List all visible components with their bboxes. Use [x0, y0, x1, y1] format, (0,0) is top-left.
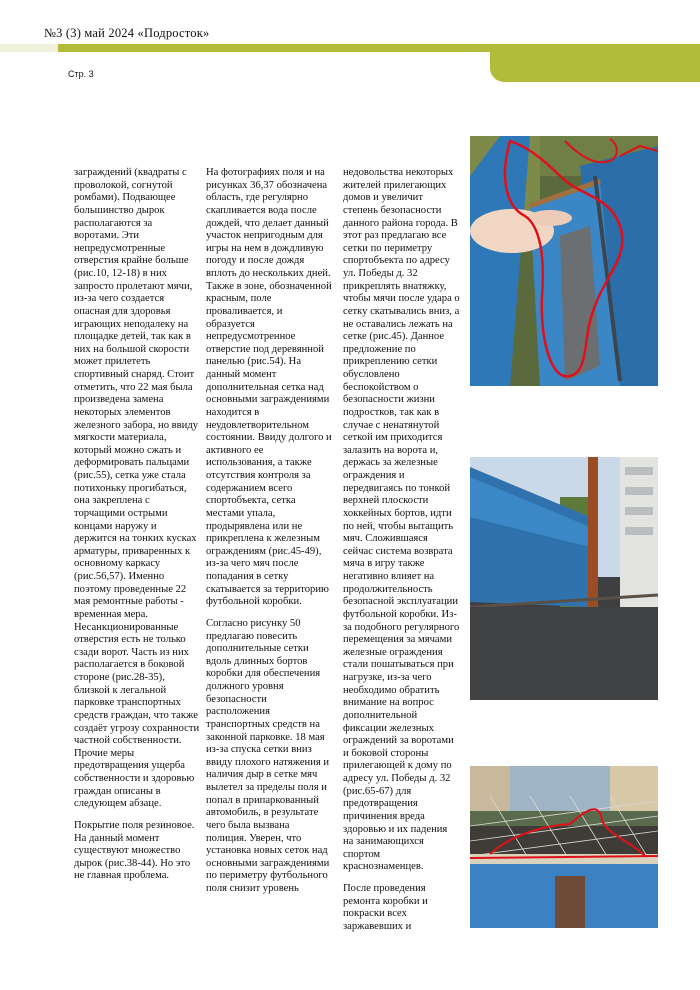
paragraph: Согласно рисунку 50 предлагаю повесить дополнительные сетки вдоль длинных бортов коробки для обеспечения должного уровня безопасности расположения транспортных средств на законной парковке. 18 мая из-за спуска сетки вниз ввиду плохого натяжения и наличия дыр в сетке мяч вылетел за пределы поля и попал в припаркованный автомобиль, в результате чего была вызвана полиция. Уверен, что установка новых сеток над основными заграждениями по периметру футбольного поля снизит уровень	[206, 617, 330, 894]
paragraph: На фотографиях поля и на рисунках 36,37 обозначена область, где регулярно скапливается вода после дождей, что делает данный участок непригодным для игры на нем в дождливую погоду и после дождя вплоть до нескольких дней. Также в зоне, обозначенной красным, поле проваливается, и образуется непредусмотренное отверстие под деревянной панелью (рис.54). На данный момент дополнительная сетка над основными заграждениями находится в неудовлетворительном состоянии. Ввиду долгого и активного ее использования, а также отсутствия контроля за содержанием всего спортобъекта, сетка местами упала, продырявлена или не прикреплена к железным ограждениям (рис.45-49), из-за чего мяч после попадания в сетку скатывается за территорию футбольной коробки.	[206, 167, 332, 608]
paragraph: После проведения ремонта коробки и покраски всех заржавевших и	[343, 883, 428, 932]
photo-bent-fence-net	[470, 136, 658, 386]
photo-icon	[470, 457, 658, 700]
photo-fence-corner-sky	[470, 457, 658, 700]
text-column-3	[343, 167, 460, 943]
header-band	[58, 44, 490, 52]
paragraph: заграждений (квадраты с проволокой, согнутой ромбами). Подвающее большинство дырок располагаются за воротами. Эти непредусмотренные отверстия крайне больше (рис.10, 12-18) в них запросто пролетают мячи, из-за чего создается опасная для здоровья играющих неподалеку на площадке детей, так как в них на большой скорости может прилететь спортивный снаряд. Стоит отметить, что 22 мая была произведена замена некоторых элементов железного забора, но ввиду мягкости материала, который можно сжать и деформировать пальцами (рис.55), сетка уже стала потихоньку прогибаться, она закреплена с торчащими острыми концами наружу и держится на тонких кусках арматуры, приваренных к основному каркасу (рис.56,57). Именно поэтому проведенные 22 мая ремонтные работы - временная мера. Несанкционированные отверстия есть не только сзади ворот. Часть из них располагается в боковой стороне (рис.28-35), близкой к легальной парковке транспортных средств граждан, что также создаёт угрозу сохранности частной собственности. Прочие меры предотвращения ущерба собственности и здоровью граждан описаны в следующем абзаце.	[74, 167, 200, 810]
header-band-tab	[490, 44, 700, 82]
page-number: Стр. 3	[68, 69, 94, 79]
issue-title: №3 (3) май 2024 «Подросток»	[44, 26, 210, 40]
text-column-2	[206, 167, 332, 905]
header-band-left	[0, 44, 58, 52]
photo-icon	[470, 136, 658, 386]
paragraph: Покрытие поля резиновое. На данный момент существуют множество дырок (рис.38-44). Но это не главная проблема.	[74, 819, 195, 882]
paragraph: недовольства некоторых жителей прилегающих домов и увеличит степень безопасности данного района города. В этот раз предлагаю все сетки по периметру спортобъекта по адресу ул. Победы д. 32 прикреплять внатяжку, чтобы мячи после удара о сетку скатывались вниз, а не оставались лежать на сетке (рис.45). Данное предложение по прикреплению сетки обусловлено беспокойством о безопасности жизни подростков, так как в случае с ненатянутой сеткой им приходится залазить на ворота и, держась за железные ограждения и передвигаясь по тонкой верхней плоскости хоккейных бортов, идти по ней, чтобы вытащить мяч. Сложившаяся сейчас система возврата мяча в игру также негативно влияет на продолжительность безопасной эксплуатации футбольной коробки. Из-за подобного регулярного перемещения за мячами железные ограждения стали пошатываться при нагрузке, из-за чего необходимо обратить внимание на вопрос дополнительной фиксации железных ограждений за воротами и боковой стороны прилегающей к дому по адресу ул. Победы д. 32 (рис.65-67) для предотвращения причинения вреда здоровью и их падения на занимающихся спортом краснознаменцев.	[343, 167, 460, 873]
photo-goal-net-field	[470, 766, 658, 928]
photo-icon	[470, 766, 658, 928]
text-column-1	[74, 167, 200, 892]
